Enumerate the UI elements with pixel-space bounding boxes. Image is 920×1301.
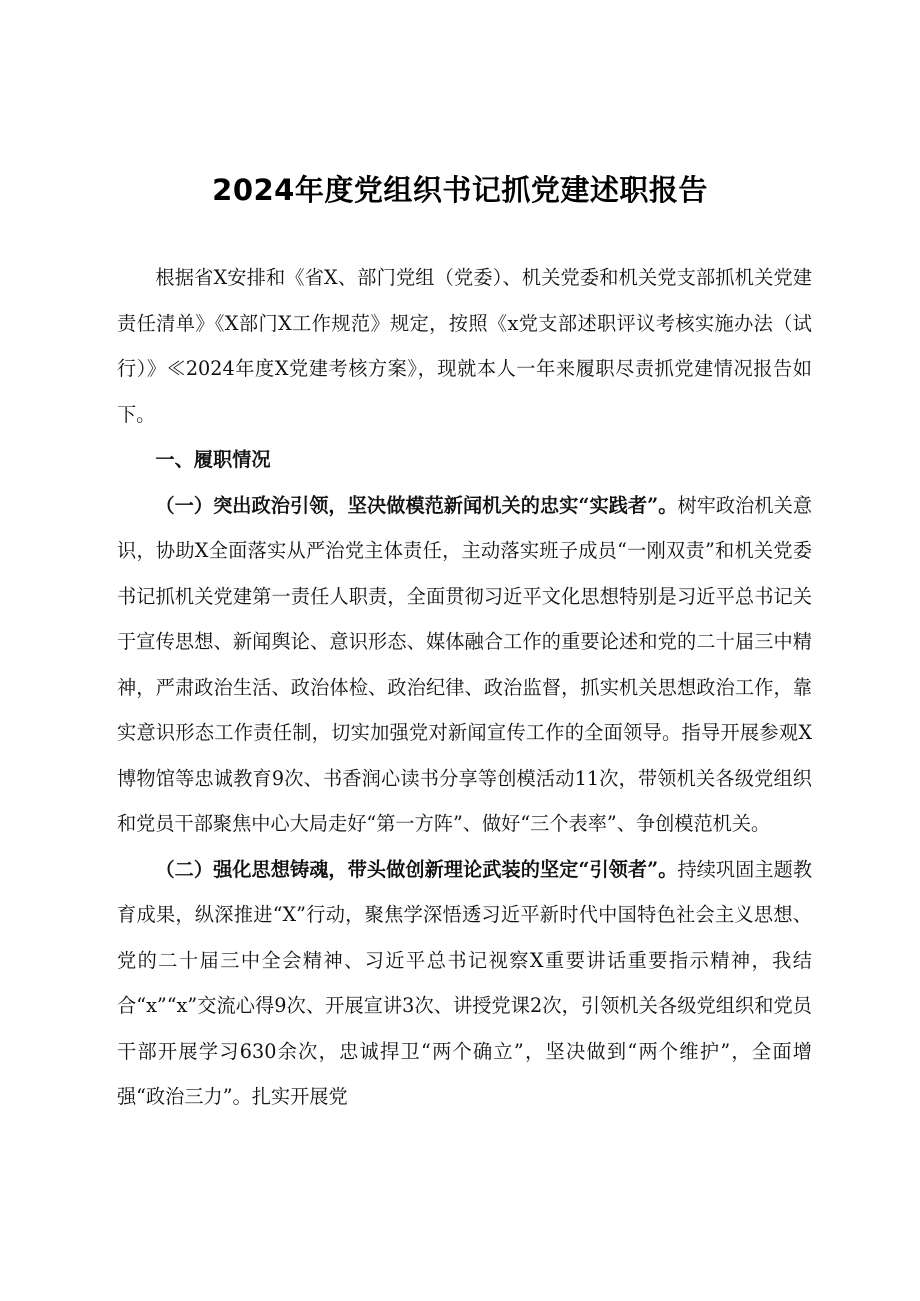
document-title: 2024年度党组织书记抓党建述职报告 [212,173,708,207]
paragraph-item-2 [117,847,812,1120]
item-2-body: 持续巩固主题教育成果，纵深推进“X”行动，聚焦学深悟透习近平新时代中国特色社会主义思想、党的二十届三中全会精神、习近平总书记视察X重要讲话重要指示精神，我结合“x”“x”交流心得9次、开展宣讲3次、讲授党课2次，引领机关各级党组织和党员干部开展学习630余次，忠诚捍卫“两个确立”，坚决做到“两个维护”，全面增强“政治三力”。扎实开展党 [117,857,813,1108]
document-body [117,255,812,1120]
section-heading: 一、履职情况 [155,448,271,471]
paragraph-item-1 [117,483,812,847]
intro-paragraph: 根据省X安排和《省X、部门党组（党委）、机关党委和机关党支部抓机关党建责任清单》《X部门X工作规范》规定，按照《x党支部述职评议考核实施办法（试行）》≪2024年度X党建考核方案》，现就本人一年来履职尽责抓党建情况报告如下。 [117,266,812,426]
item-1-lead: （一）突出政治引领，坚决做模范新闻机关的忠实“实践者”。 [155,493,678,517]
item-2-lead: （二）强化思想铸魂，带头做创新理论武装的坚定“引领者”。 [155,857,678,881]
item-1-body: 树牢政治机关意识，协助X全面落实从严治党主体责任，主动落实班子成员“一刚双责”和机关党委书记抓机关党建第一责任人职责，全面贯彻习近平文化思想特别是习近平总书记关于宣传思想、新闻舆论、意识形态、媒体融合工作的重要论述和党的二十届三中精神，严肃政治生活、政治体检、政治纪律、政治监督，抓实机关思想政治工作，靠实意识形态工作责任制，切实加强党对新闻宣传工作的全面领导。指导开展参观X博物馆等忠诚教育9次、书香润心读书分享等创模活动11次，带领机关各级党组织和党员干部聚焦中心大局走好“第一方阵”、做好“三个表率”、争创模范机关。 [117,493,813,835]
